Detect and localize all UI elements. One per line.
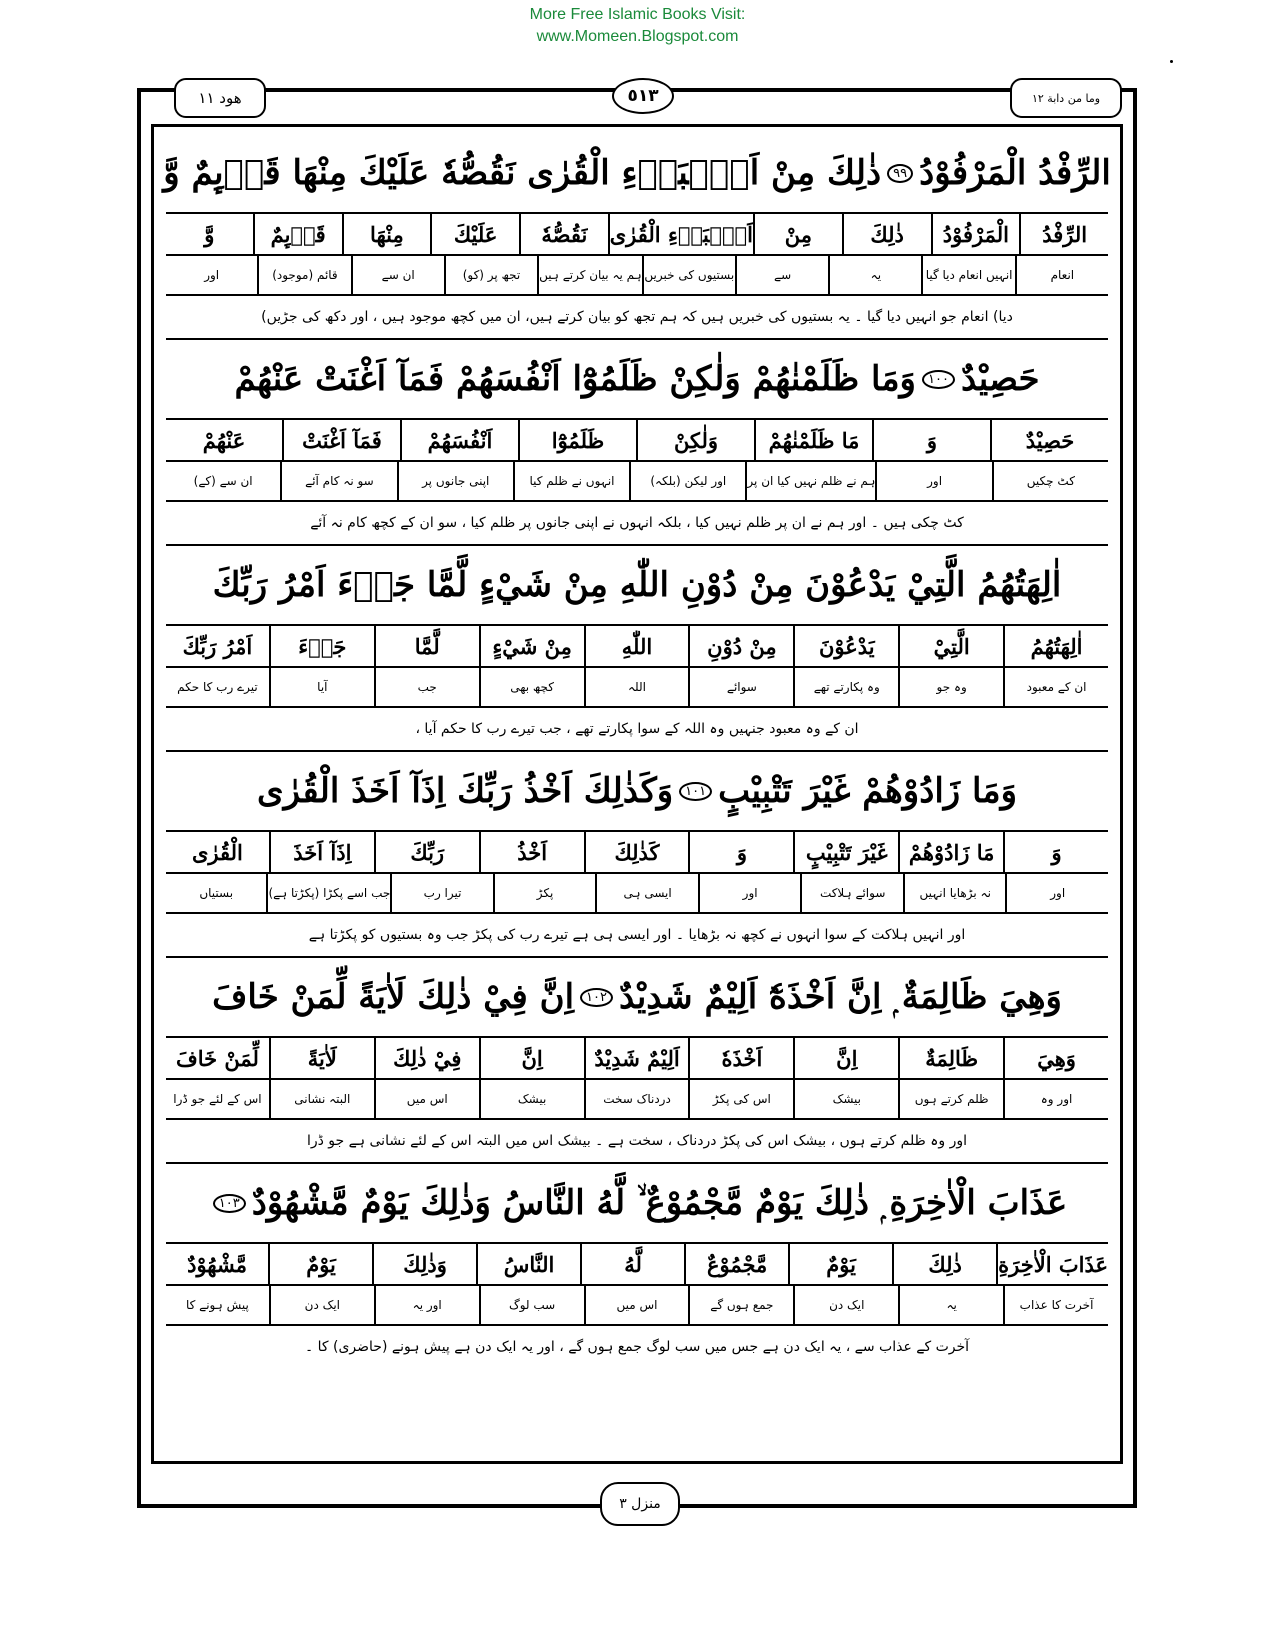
arabic-word-cell: اَخْذَهٗ xyxy=(688,1038,793,1078)
urdu-meaning-cell: سوائے xyxy=(688,668,793,706)
urdu-translation-line: اور انہیں ہلاکت کے سوا انہوں نے کچھ نہ بڑھایا ۔ اور ایسی ہی ہے تیرے رب کی پکڑ جب وہ بستیوں کو پکڑتا ہے xyxy=(166,914,1108,958)
arabic-word-cell: اَمْرُ رَبِّكَ xyxy=(182,633,253,659)
urdu-meaning-cell: جمع ہوں گے xyxy=(688,1286,793,1324)
urdu-meaning-cell: ان سے xyxy=(351,256,444,294)
arabic-word-cell: اَلِيْمٌ شَدِيْدٌ xyxy=(584,1038,689,1078)
urdu-meaning-cell: قائم (موجود) xyxy=(257,256,350,294)
urdu-meaning-cell: تیرے رب کا حکم xyxy=(177,680,258,694)
arabic-word-cell: اٰلِهَتُهُمُ xyxy=(1003,626,1108,666)
arabic-word-cell: وَذٰلِكَ xyxy=(372,1244,476,1284)
ayah-number-marker: ١٠٣ xyxy=(213,1194,246,1213)
urdu-meaning-cell: اور لیکن (بلکہ) xyxy=(629,462,745,500)
arabic-word-cell: عَنْهُمْ xyxy=(202,427,246,453)
arabic-word-cell: الْقُرٰى xyxy=(191,839,243,865)
urdu-meaning-cell: جب اسے پکڑا (پکڑتا ہے) xyxy=(266,874,390,912)
arabic-word-cell: الْمَرْفُوْدُ xyxy=(931,214,1020,254)
word-row xyxy=(166,1038,1108,1080)
arabic-word-cell: الَّتِيْ xyxy=(898,626,1003,666)
urdu-meaning-cell: ظلم کرتے ہوں xyxy=(898,1080,1003,1118)
urdu-meaning-cell: البتہ نشانی xyxy=(269,1080,374,1118)
urdu-meaning-cell: اس میں xyxy=(584,1286,689,1324)
urdu-meaning-cell: کچھ بھی xyxy=(479,668,584,706)
urdu-translation-line: ان کے وہ معبود جنہیں وہ اللہ کے سوا پکارتے تھے ، جب تیرے رب کا حکم آیا ، xyxy=(166,708,1108,752)
arabic-word-cell: لِّمَنْ خَافَ xyxy=(175,1045,259,1071)
arabic-word-cell: مِنْ دُوْنِ xyxy=(688,626,793,666)
arabic-text: ذٰلِكَ مِنْ اَنْۢبَاۗءِ الْقُرٰى نَقُصُّهٗ عَلَيْكَ مِنْهَا قَاۗىِٕمٌ وَّ xyxy=(163,153,882,193)
arabic-word-cell: وَ xyxy=(1003,832,1108,872)
arabic-word-cell: وَ xyxy=(872,420,990,460)
arabic-word-cell: فَمَآ اَغْنَتْ xyxy=(282,420,400,460)
urdu-translation-line: دیا) انعام جو انہیں دیا گیا ۔ یہ بستیوں کی خبریں ہیں کہ ہم تجھ کو بیان کرتے ہیں، ان میں کچھ موجود ہیں ، اور دکھ کی جڑیں) xyxy=(166,296,1108,340)
arabic-word-cell: اِذَآ اَخَذَ xyxy=(269,832,374,872)
urdu-meaning-cell: یہ xyxy=(828,256,921,294)
arabic-word-cell: مَا زَادُوْهُمْ xyxy=(898,832,1003,872)
urdu-meaning-cell: اور xyxy=(1005,874,1108,912)
urdu-meaning-cell: دردناک سخت xyxy=(584,1080,689,1118)
arabic-word-cell: وَهِيَ xyxy=(1003,1038,1108,1078)
arabic-word-cell: اَنْۢبَاۗءِ الْقُرٰى xyxy=(608,214,753,254)
arabic-text: حَصِيْدٌ xyxy=(960,359,1040,399)
meaning-row xyxy=(166,668,1108,708)
arabic-word-cell: قَاۗىِٕمٌ xyxy=(253,214,342,254)
arabic-text: اٰلِهَتُهُمُ الَّتِيْ يَدْعُوْنَ مِنْ دُوْنِ اللّٰهِ مِنْ شَيْءٍ لَّمَّا جَاۗءَ اَمْرُ رَبِّكَ xyxy=(212,565,1062,605)
arabic-verse-line xyxy=(166,546,1108,626)
arabic-word-cell: يَدْعُوْنَ xyxy=(793,626,898,666)
arabic-text: وَكَذٰلِكَ اَخْذُ رَبِّكَ اِذَآ اَخَذَ الْقُرٰى xyxy=(256,771,674,811)
arabic-word-cell: حَصِيْدٌ xyxy=(990,420,1108,460)
urdu-meaning-cell: اس کی پکڑ xyxy=(688,1080,793,1118)
promo-link[interactable]: www.Momeen.Blogspot.com xyxy=(536,28,739,45)
urdu-meaning-cell: ایک دن xyxy=(269,1286,374,1324)
arabic-text: وَمَا زَادُوْهُمْ غَيْرَ تَتْبِيْبٍ xyxy=(718,771,1018,811)
urdu-meaning-cell: ایک دن xyxy=(793,1286,898,1324)
urdu-meaning-cell: جب xyxy=(374,668,479,706)
urdu-meaning-cell: بستیاں xyxy=(199,886,234,900)
arabic-word-cell: وَّ xyxy=(204,221,215,247)
urdu-meaning-cell: یہ xyxy=(898,1286,1003,1324)
surah-label: هود ١١ xyxy=(174,78,266,118)
urdu-meaning-cell: انعام xyxy=(1015,256,1108,294)
arabic-word-cell: مِنْهَا xyxy=(342,214,431,254)
urdu-meaning-cell: اور xyxy=(204,268,220,282)
arabic-word-cell: لَّمَّا xyxy=(374,626,479,666)
page-number: ٥١٣ xyxy=(612,78,674,114)
word-row xyxy=(166,1244,1108,1286)
ayah-number-marker: ١٠٠ xyxy=(922,370,955,389)
urdu-meaning-cell: اور xyxy=(875,462,991,500)
verse-section xyxy=(166,340,1108,546)
urdu-meaning-cell: وہ جو xyxy=(898,668,1003,706)
arabic-word-cell: فِيْ ذٰلِكَ xyxy=(374,1038,479,1078)
urdu-meaning-cell: تیرا رب xyxy=(390,874,493,912)
arabic-word-cell: رَبِّكَ xyxy=(374,832,479,872)
arabic-word-cell: النَّاسُ xyxy=(476,1244,580,1284)
urdu-meaning-cell: سو نہ کام آئے xyxy=(280,462,396,500)
arabic-word-cell: مِنْ شَيْءٍ xyxy=(479,626,584,666)
urdu-meaning-cell: اس کے لئے جو ڈرا xyxy=(173,1092,262,1106)
urdu-meaning-cell: ایسی ہی xyxy=(595,874,698,912)
arabic-text: عَذَابَ الْاٰخِرَةِ ۭ ذٰلِكَ يَوْمٌ مَّجْمُوْعٌ ۙ لَّهُ النَّاسُ وَذٰلِكَ يَوْمٌ مَّشْهُوْدٌ xyxy=(251,1183,1068,1223)
urdu-meaning-cell: ان سے (کے) xyxy=(193,474,253,488)
arabic-word-cell: اللّٰهِ xyxy=(584,626,689,666)
arabic-word-cell: عَذَابَ الْاٰخِرَةِ xyxy=(996,1244,1108,1284)
arabic-text: وَمَا ظَلَمْنٰهُمْ وَلٰكِنْ ظَلَمُوْٓا اَنْفُسَهُمْ فَمَآ اَغْنَتْ عَنْهُمْ xyxy=(234,359,916,399)
arabic-verse-line xyxy=(166,340,1108,420)
urdu-meaning-cell: ہم یہ بیان کرتے ہیں xyxy=(537,256,642,294)
urdu-meaning-cell: تجھ پر (کو) xyxy=(444,256,537,294)
arabic-word-cell: اِنَّ xyxy=(793,1038,898,1078)
urdu-meaning-cell: پیش ہونے کا xyxy=(186,1298,249,1312)
urdu-meaning-cell: سب لوگ xyxy=(479,1286,584,1324)
urdu-meaning-cell: نہ بڑھایا انہیں xyxy=(903,874,1006,912)
verse-section xyxy=(163,134,1111,340)
urdu-meaning-cell: انہیں انعام دیا گیا xyxy=(921,256,1014,294)
urdu-translation-line: اور وہ ظلم کرتے ہوں ، بیشک اس کی پکڑ دردناک ، سخت ہے ۔ بیشک اس میں البتہ اس کے لئے نشانی ہے جو ڈرا xyxy=(166,1120,1108,1164)
urdu-meaning-cell: آخرت کا عذاب xyxy=(1003,1286,1108,1324)
meaning-row xyxy=(166,1080,1108,1120)
arabic-word-cell: اَنْفُسَهُمْ xyxy=(400,420,518,460)
arabic-verse-line xyxy=(166,958,1108,1038)
urdu-translation-line: آخرت کے عذاب سے ، یہ ایک دن ہے جس میں سب لوگ جمع ہوں گے ، اور یہ ایک دن ہے پیش ہونے (حاضری) کا ۔ xyxy=(304,1339,970,1355)
arabic-word-cell: غَيْرَ تَتْبِيْبٍ xyxy=(793,832,898,872)
word-row xyxy=(166,214,1108,256)
urdu-meaning-cell: بیشک xyxy=(479,1080,584,1118)
arabic-word-cell: وَ xyxy=(688,832,793,872)
ayah-number-marker: ١٠٢ xyxy=(580,988,613,1007)
arabic-word-cell: ظَالِمَةٌ xyxy=(898,1038,1003,1078)
word-row xyxy=(166,626,1108,668)
verse-section xyxy=(166,752,1108,958)
urdu-meaning-cell: اپنی جانوں پر xyxy=(397,462,513,500)
promo-line-1: More Free Islamic Books Visit: xyxy=(529,6,746,23)
meaning-row xyxy=(166,462,1108,502)
scan-speck xyxy=(1170,60,1173,63)
arabic-word-cell: ذٰلِكَ xyxy=(892,1244,996,1284)
arabic-word-cell: وَلٰكِنْ xyxy=(636,420,754,460)
urdu-meaning-cell: بستیوں کی خبریں xyxy=(642,256,735,294)
juz-label: وما من دابة ١٢ xyxy=(1010,78,1122,118)
arabic-word-cell: الرِّفْدُ xyxy=(1019,214,1108,254)
arabic-word-cell: مَّجْمُوْعٌ xyxy=(684,1244,788,1284)
arabic-word-cell: يَوْمٌ xyxy=(788,1244,892,1284)
arabic-word-cell: مَّشْهُوْدٌ xyxy=(187,1251,247,1277)
urdu-meaning-cell: آیا xyxy=(269,668,374,706)
arabic-word-cell: اِنَّ xyxy=(479,1038,584,1078)
arabic-word-cell: يَوْمٌ xyxy=(268,1244,372,1284)
arabic-word-cell: لَّهُ xyxy=(580,1244,684,1284)
arabic-verse-line xyxy=(163,134,1111,214)
verse-section xyxy=(166,1164,1108,1368)
arabic-verse-line xyxy=(166,752,1108,832)
arabic-word-cell: مَا ظَلَمْنٰهُمْ xyxy=(754,420,872,460)
arabic-text: اِنَّ فِيْ ذٰلِكَ لَاٰيَةً لِّمَنْ خَافَ xyxy=(212,977,575,1017)
arabic-word-cell: لَاٰيَةً xyxy=(269,1038,374,1078)
meaning-row xyxy=(166,1286,1108,1326)
urdu-meaning-cell: بیشک xyxy=(793,1080,898,1118)
arabic-word-cell: اَخْذُ xyxy=(479,832,584,872)
urdu-meaning-cell: اور xyxy=(698,874,801,912)
urdu-meaning-cell: وہ پکارتے تھے xyxy=(793,668,898,706)
urdu-meaning-cell: کٹ چکیں xyxy=(992,462,1108,500)
urdu-meaning-cell: اس میں xyxy=(374,1080,479,1118)
ayah-number-marker: ١٠١ xyxy=(679,782,712,801)
arabic-word-cell: كَذٰلِكَ xyxy=(584,832,689,872)
translation-grid xyxy=(163,134,1111,1368)
urdu-meaning-cell: ان کے معبود xyxy=(1003,668,1108,706)
word-row xyxy=(166,420,1108,462)
arabic-text: وَهِيَ ظَالِمَةٌ ۭ اِنَّ اَخْذَهٗٓ اَلِيْمٌ شَدِيْدٌ xyxy=(619,977,1062,1017)
urdu-meaning-cell: انہوں نے ظلم کیا xyxy=(513,462,629,500)
verse-section xyxy=(166,546,1108,752)
verse-section xyxy=(166,958,1108,1164)
urdu-meaning-cell: اللہ xyxy=(584,668,689,706)
urdu-translation-line: کٹ چکی ہیں ۔ اور ہم نے ان پر ظلم نہیں کیا ، بلکہ انہوں نے اپنی جانوں پر ظلم کیا ، سو ان کے کچھ کام نہ آئے xyxy=(166,502,1108,546)
arabic-word-cell: مِنْ xyxy=(753,214,842,254)
urdu-meaning-cell: سوائے ہلاکت xyxy=(800,874,903,912)
urdu-meaning-cell: پکڑ xyxy=(493,874,596,912)
meaning-row xyxy=(166,256,1108,296)
promo-header xyxy=(0,4,1275,48)
urdu-meaning-cell: اور یہ xyxy=(374,1286,479,1324)
arabic-word-cell: ذٰلِكَ xyxy=(842,214,931,254)
arabic-verse-line xyxy=(166,1164,1108,1244)
arabic-word-cell: ظَلَمُوْٓا xyxy=(518,420,636,460)
ayah-number-marker: ٩٩ xyxy=(887,164,913,183)
word-row xyxy=(166,832,1108,874)
urdu-meaning-cell: سے xyxy=(735,256,828,294)
manzil-label: منزل ٣ xyxy=(600,1482,680,1526)
arabic-word-cell: عَلَيْكَ xyxy=(430,214,519,254)
urdu-meaning-cell: اور وہ xyxy=(1003,1080,1108,1118)
meaning-row xyxy=(166,874,1108,914)
arabic-word-cell: نَقُصُّهٗ xyxy=(519,214,608,254)
arabic-text: الرِّفْدُ الْمَرْفُوْدُ xyxy=(919,153,1111,193)
arabic-word-cell: جَاۗءَ xyxy=(269,626,374,666)
urdu-meaning-cell: ہم نے ظلم نہیں کیا ان پر xyxy=(745,462,875,500)
